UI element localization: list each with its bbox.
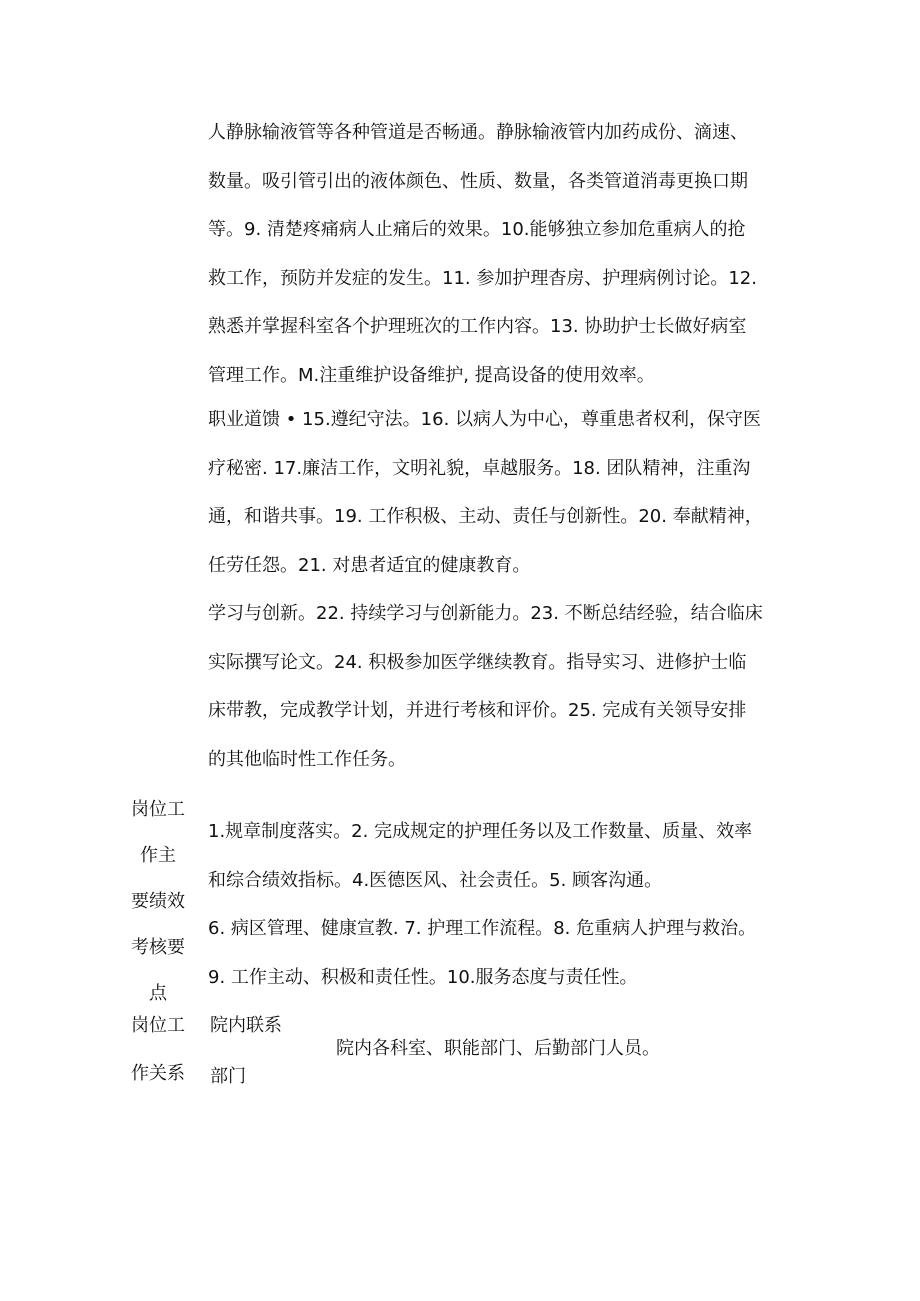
label-line: 考核要 xyxy=(131,937,185,958)
text-line: 疗秘密. 17.廉洁工作，文明礼貌，卓越服务。18. 团队精神，注重沟 xyxy=(208,457,751,479)
label-line: 岗位工 xyxy=(131,1015,185,1036)
label-line: 院内联系 xyxy=(210,1015,282,1036)
text-line: 人静脉输液管等各种管道是否畅通。静脉输液管内加药成份、滴速、 xyxy=(208,122,748,143)
label-line: 作主 xyxy=(140,845,176,866)
label-line: 点 xyxy=(149,983,167,1004)
professional-ethics-paragraph xyxy=(208,411,808,605)
internal-contact-value: 院内各科室、职能部门、后勤部门人员。 xyxy=(336,1038,660,1059)
relations-section-label xyxy=(118,1017,198,1113)
text-line: 等。9. 清楚疼痛病人止痛后的效果。10.能够独立参加危重病人的抢 xyxy=(208,219,746,240)
label-line: 要绩效 xyxy=(131,891,185,912)
label-line: 作关系 xyxy=(131,1063,185,1084)
kpi-section-label xyxy=(118,801,198,1031)
text-line: 数量。吸引管引出的液体颜色、性质、数量，各类管道消毒更换口期 xyxy=(208,170,748,192)
text-line: 通，和谐共事。19. 工作积极、主动、责任与创新性。20. 奉献精神， xyxy=(208,506,763,527)
text-line: 和综合绩效指标。4.医德医风、社会责任。5. 顾客沟通。 xyxy=(208,869,663,891)
text-line: 学习与创新。22. 持续学习与创新能力。23. 不断总结经验，结合临床 xyxy=(208,603,763,624)
kpi-section-content xyxy=(208,823,808,1017)
duties-continued-paragraph xyxy=(208,124,808,415)
text-line: 的其他临时性工作任务。 xyxy=(208,748,406,770)
label-line: 部门 xyxy=(210,1066,246,1087)
text-line: 职业道馈 • 15.遵纪守法。16. 以病人为中心，尊重患者权利，保守医 xyxy=(208,409,762,430)
label-line: 岗位工 xyxy=(131,799,185,820)
text-line: 救工作，预防并发症的发生。11. 参加护理杳房、护理病例讨论。12. xyxy=(208,267,757,289)
internal-contact-label xyxy=(210,1017,282,1119)
text-line: 床带教，完成教学计划，并进行考核和评价。25. 完成有关领导安排 xyxy=(208,700,747,721)
text-line: 6. 病区管理、健康宣教. 7. 护理工作流程。8. 危重病人护理与救治。 xyxy=(208,918,757,939)
text-line: 任劳任怨。21. 对患者适宜的健康教育。 xyxy=(208,554,531,576)
text-line: 9. 工作主动、积极和责任性。10.服务态度与责任性。 xyxy=(208,966,638,988)
text-line: 管理工作。M.注重维护设备维护, 提高设备的使用效率。 xyxy=(208,364,655,386)
text-line: 熟悉并掌握科室各个护理班次的工作内容。13. 协助护士长做好病室 xyxy=(208,316,747,337)
text-line: 实际撰写论文。24. 积极参加医学继续教育。指导实习、进修护士临 xyxy=(208,651,747,673)
learning-innovation-paragraph xyxy=(208,605,808,799)
text-line: 1.规章制度落实。2. 完成规定的护理任务以及工作数量、质量、效率 xyxy=(208,821,753,842)
